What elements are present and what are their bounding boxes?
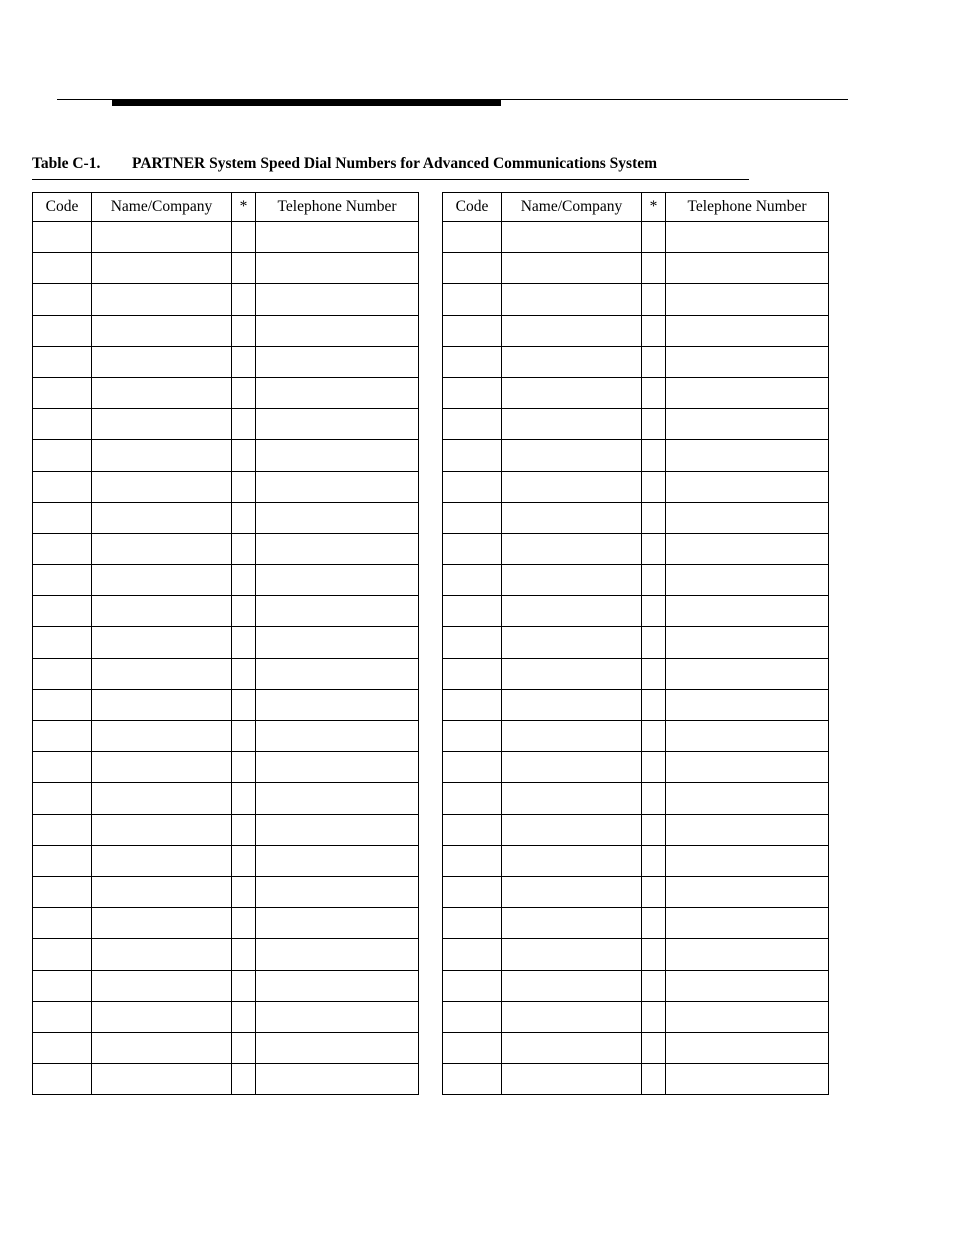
code-cell — [443, 440, 502, 471]
code-cell — [443, 222, 502, 253]
telephone-number-cell — [256, 222, 419, 253]
name-company-cell — [502, 471, 642, 502]
name-company-cell — [92, 783, 232, 814]
asterisk-cell — [232, 377, 256, 408]
name-company-cell — [92, 346, 232, 377]
code-cell — [33, 377, 92, 408]
telephone-number-cell — [256, 565, 419, 596]
table-row — [443, 409, 829, 440]
name-company-cell — [502, 253, 642, 284]
telephone-number-cell — [666, 845, 829, 876]
name-company-cell — [502, 409, 642, 440]
name-company-cell — [502, 783, 642, 814]
name-company-cell — [502, 876, 642, 907]
telephone-number-cell — [256, 814, 419, 845]
asterisk-cell — [642, 596, 666, 627]
asterisk-cell — [232, 284, 256, 315]
name-company-cell — [92, 1001, 232, 1032]
column-header-telephone-number: Telephone Number — [666, 193, 829, 222]
asterisk-cell — [642, 409, 666, 440]
code-cell — [443, 721, 502, 752]
name-company-cell — [502, 970, 642, 1001]
table-caption — [32, 154, 657, 174]
asterisk-cell — [642, 1001, 666, 1032]
telephone-number-cell — [256, 1001, 419, 1032]
table-row — [443, 908, 829, 939]
asterisk-cell — [642, 1064, 666, 1095]
table-row — [443, 721, 829, 752]
name-company-cell — [502, 502, 642, 533]
telephone-number-cell — [666, 752, 829, 783]
code-cell — [443, 471, 502, 502]
asterisk-cell — [232, 471, 256, 502]
code-cell — [443, 533, 502, 564]
column-header-telephone-number: Telephone Number — [256, 193, 419, 222]
asterisk-cell — [642, 689, 666, 720]
asterisk-cell — [642, 440, 666, 471]
code-cell — [33, 752, 92, 783]
name-company-cell — [502, 845, 642, 876]
asterisk-cell — [232, 627, 256, 658]
code-cell — [443, 908, 502, 939]
name-company-cell — [502, 721, 642, 752]
name-company-cell — [92, 689, 232, 720]
table-row — [443, 533, 829, 564]
table-row — [33, 845, 419, 876]
name-company-cell — [502, 908, 642, 939]
table-row — [33, 1064, 419, 1095]
table-row — [33, 721, 419, 752]
telephone-number-cell — [666, 533, 829, 564]
table-row — [33, 253, 419, 284]
name-company-cell — [92, 253, 232, 284]
telephone-number-cell — [666, 721, 829, 752]
table-row — [33, 471, 419, 502]
telephone-number-cell — [256, 471, 419, 502]
asterisk-cell — [642, 377, 666, 408]
telephone-number-cell — [666, 783, 829, 814]
table-row — [443, 471, 829, 502]
table-row — [33, 908, 419, 939]
asterisk-cell — [232, 1032, 256, 1063]
name-company-cell — [92, 1032, 232, 1063]
code-cell — [33, 409, 92, 440]
telephone-number-cell — [666, 346, 829, 377]
name-company-cell — [92, 876, 232, 907]
telephone-number-cell — [256, 876, 419, 907]
code-cell — [443, 377, 502, 408]
asterisk-cell — [642, 876, 666, 907]
name-company-cell — [502, 1032, 642, 1063]
code-cell — [443, 253, 502, 284]
code-cell — [33, 845, 92, 876]
telephone-number-cell — [256, 658, 419, 689]
asterisk-cell — [642, 1032, 666, 1063]
name-company-cell — [92, 939, 232, 970]
code-cell — [443, 783, 502, 814]
table-row — [33, 315, 419, 346]
table-row — [443, 253, 829, 284]
asterisk-cell — [232, 440, 256, 471]
telephone-number-cell — [666, 1064, 829, 1095]
telephone-number-cell — [256, 533, 419, 564]
table-row — [33, 284, 419, 315]
asterisk-cell — [642, 502, 666, 533]
asterisk-cell — [642, 471, 666, 502]
telephone-number-cell — [256, 783, 419, 814]
name-company-cell — [92, 222, 232, 253]
code-cell — [443, 1064, 502, 1095]
code-cell — [443, 315, 502, 346]
asterisk-cell — [642, 346, 666, 377]
table-row — [443, 658, 829, 689]
telephone-number-cell — [666, 409, 829, 440]
telephone-number-cell — [256, 689, 419, 720]
table-row — [443, 845, 829, 876]
table-row — [33, 565, 419, 596]
code-cell — [443, 689, 502, 720]
header-rule-thick — [112, 99, 501, 106]
speed-dial-table-left — [32, 192, 419, 1095]
name-company-cell — [502, 315, 642, 346]
name-company-cell — [502, 627, 642, 658]
code-cell — [33, 565, 92, 596]
name-company-cell — [92, 814, 232, 845]
asterisk-cell — [642, 939, 666, 970]
name-company-cell — [92, 533, 232, 564]
telephone-number-cell — [666, 908, 829, 939]
table-row — [33, 658, 419, 689]
name-company-cell — [92, 721, 232, 752]
asterisk-cell — [232, 939, 256, 970]
name-company-cell — [92, 502, 232, 533]
name-company-cell — [502, 596, 642, 627]
asterisk-cell — [642, 783, 666, 814]
table-row — [443, 315, 829, 346]
name-company-cell — [92, 596, 232, 627]
table-header-row — [443, 193, 829, 222]
code-cell — [33, 1064, 92, 1095]
table-header-row — [33, 193, 419, 222]
table-row — [443, 752, 829, 783]
name-company-cell — [92, 315, 232, 346]
column-header-code: Code — [443, 193, 502, 222]
table-row — [443, 876, 829, 907]
code-cell — [33, 533, 92, 564]
asterisk-cell — [642, 627, 666, 658]
table-row — [443, 627, 829, 658]
telephone-number-cell — [256, 752, 419, 783]
code-cell — [443, 1001, 502, 1032]
name-company-cell — [502, 939, 642, 970]
column-header-code: Code — [33, 193, 92, 222]
column-header-name-company: Name/Company — [92, 193, 232, 222]
telephone-number-cell — [666, 1032, 829, 1063]
code-cell — [33, 284, 92, 315]
code-cell — [443, 596, 502, 627]
table-body-left — [33, 222, 419, 1095]
code-cell — [33, 658, 92, 689]
code-cell — [33, 783, 92, 814]
code-cell — [443, 658, 502, 689]
name-company-cell — [92, 627, 232, 658]
code-cell — [33, 346, 92, 377]
table-row — [33, 533, 419, 564]
name-company-cell — [92, 440, 232, 471]
table-row — [33, 939, 419, 970]
asterisk-cell — [232, 533, 256, 564]
telephone-number-cell — [666, 440, 829, 471]
name-company-cell — [502, 533, 642, 564]
table-row — [443, 1001, 829, 1032]
name-company-cell — [92, 409, 232, 440]
telephone-number-cell — [666, 970, 829, 1001]
telephone-number-cell — [256, 845, 419, 876]
table-row — [33, 689, 419, 720]
asterisk-cell — [232, 1001, 256, 1032]
asterisk-cell — [642, 658, 666, 689]
asterisk-cell — [642, 533, 666, 564]
asterisk-cell — [232, 689, 256, 720]
name-company-cell — [92, 377, 232, 408]
code-cell — [33, 627, 92, 658]
table-row — [443, 689, 829, 720]
table-row — [443, 346, 829, 377]
code-cell — [33, 939, 92, 970]
table-body-right — [443, 222, 829, 1095]
asterisk-cell — [642, 814, 666, 845]
code-cell — [33, 471, 92, 502]
code-cell — [33, 315, 92, 346]
table-row — [443, 970, 829, 1001]
telephone-number-cell — [666, 471, 829, 502]
asterisk-cell — [642, 565, 666, 596]
telephone-number-cell — [256, 596, 419, 627]
telephone-number-cell — [256, 627, 419, 658]
table-row — [33, 409, 419, 440]
asterisk-cell — [642, 721, 666, 752]
asterisk-cell — [232, 1064, 256, 1095]
asterisk-cell — [232, 752, 256, 783]
telephone-number-cell — [256, 253, 419, 284]
code-cell — [443, 845, 502, 876]
table-row — [33, 752, 419, 783]
telephone-number-cell — [666, 377, 829, 408]
telephone-number-cell — [666, 658, 829, 689]
code-cell — [33, 814, 92, 845]
table-row — [443, 939, 829, 970]
table-row — [33, 876, 419, 907]
table-row — [33, 1001, 419, 1032]
telephone-number-cell — [256, 440, 419, 471]
telephone-number-cell — [666, 814, 829, 845]
telephone-number-cell — [666, 627, 829, 658]
telephone-number-cell — [256, 1064, 419, 1095]
telephone-number-cell — [256, 284, 419, 315]
telephone-number-cell — [666, 596, 829, 627]
asterisk-cell — [232, 596, 256, 627]
asterisk-cell — [232, 253, 256, 284]
telephone-number-cell — [256, 721, 419, 752]
asterisk-cell — [232, 346, 256, 377]
asterisk-cell — [232, 814, 256, 845]
asterisk-cell — [232, 565, 256, 596]
code-cell — [33, 1032, 92, 1063]
telephone-number-cell — [666, 502, 829, 533]
table-row — [443, 565, 829, 596]
table-row — [33, 377, 419, 408]
name-company-cell — [502, 284, 642, 315]
code-cell — [33, 502, 92, 533]
asterisk-cell — [232, 783, 256, 814]
speed-dial-table-right — [442, 192, 829, 1095]
telephone-number-cell — [666, 939, 829, 970]
telephone-number-cell — [256, 315, 419, 346]
code-cell — [33, 222, 92, 253]
telephone-number-cell — [256, 939, 419, 970]
code-cell — [443, 502, 502, 533]
code-cell — [33, 1001, 92, 1032]
table-row — [33, 1032, 419, 1063]
code-cell — [33, 970, 92, 1001]
column-header-asterisk: * — [232, 193, 256, 222]
table-row — [443, 377, 829, 408]
table-row — [443, 596, 829, 627]
table-row — [443, 222, 829, 253]
code-cell — [33, 440, 92, 471]
name-company-cell — [92, 845, 232, 876]
asterisk-cell — [642, 222, 666, 253]
telephone-number-cell — [256, 377, 419, 408]
telephone-number-cell — [666, 689, 829, 720]
code-cell — [443, 409, 502, 440]
table-row — [33, 814, 419, 845]
asterisk-cell — [232, 222, 256, 253]
table-row — [33, 783, 419, 814]
telephone-number-cell — [256, 1032, 419, 1063]
table-row — [33, 346, 419, 377]
name-company-cell — [502, 346, 642, 377]
code-cell — [33, 596, 92, 627]
name-company-cell — [92, 1064, 232, 1095]
code-cell — [443, 627, 502, 658]
name-company-cell — [502, 440, 642, 471]
code-cell — [33, 253, 92, 284]
telephone-number-cell — [666, 565, 829, 596]
name-company-cell — [92, 658, 232, 689]
asterisk-cell — [232, 721, 256, 752]
code-cell — [443, 876, 502, 907]
asterisk-cell — [642, 752, 666, 783]
code-cell — [443, 346, 502, 377]
table-row — [443, 284, 829, 315]
code-cell — [443, 1032, 502, 1063]
asterisk-cell — [232, 908, 256, 939]
table-row — [443, 1032, 829, 1063]
table-caption-title: PARTNER System Speed Dial Numbers for Advanced Communications System — [132, 155, 658, 172]
asterisk-cell — [232, 502, 256, 533]
asterisk-cell — [232, 970, 256, 1001]
telephone-number-cell — [256, 409, 419, 440]
name-company-cell — [92, 908, 232, 939]
asterisk-cell — [642, 845, 666, 876]
name-company-cell — [502, 377, 642, 408]
code-cell — [33, 721, 92, 752]
asterisk-cell — [232, 658, 256, 689]
name-company-cell — [502, 222, 642, 253]
name-company-cell — [92, 565, 232, 596]
column-header-name-company: Name/Company — [502, 193, 642, 222]
name-company-cell — [92, 752, 232, 783]
asterisk-cell — [232, 409, 256, 440]
asterisk-cell — [642, 284, 666, 315]
name-company-cell — [502, 565, 642, 596]
code-cell — [33, 908, 92, 939]
table-row — [33, 970, 419, 1001]
name-company-cell — [502, 658, 642, 689]
asterisk-cell — [642, 253, 666, 284]
table-row — [33, 222, 419, 253]
code-cell — [443, 970, 502, 1001]
asterisk-cell — [642, 970, 666, 1001]
name-company-cell — [92, 970, 232, 1001]
table-row — [33, 502, 419, 533]
name-company-cell — [92, 284, 232, 315]
asterisk-cell — [232, 315, 256, 346]
name-company-cell — [502, 1064, 642, 1095]
table-row — [443, 783, 829, 814]
table-row — [443, 440, 829, 471]
asterisk-cell — [642, 908, 666, 939]
telephone-number-cell — [256, 908, 419, 939]
name-company-cell — [502, 1001, 642, 1032]
telephone-number-cell — [256, 346, 419, 377]
asterisk-cell — [232, 845, 256, 876]
telephone-number-cell — [666, 253, 829, 284]
telephone-number-cell — [256, 970, 419, 1001]
code-cell — [443, 814, 502, 845]
code-cell — [443, 752, 502, 783]
name-company-cell — [502, 752, 642, 783]
telephone-number-cell — [666, 876, 829, 907]
asterisk-cell — [642, 315, 666, 346]
table-row — [443, 1064, 829, 1095]
table-row — [443, 814, 829, 845]
telephone-number-cell — [666, 284, 829, 315]
code-cell — [443, 939, 502, 970]
asterisk-cell — [232, 876, 256, 907]
telephone-number-cell — [256, 502, 419, 533]
name-company-cell — [502, 814, 642, 845]
telephone-number-cell — [666, 1001, 829, 1032]
table-row — [33, 440, 419, 471]
table-row — [33, 627, 419, 658]
code-cell — [33, 689, 92, 720]
table-caption-number: Table C-1. — [32, 155, 101, 172]
name-company-cell — [502, 689, 642, 720]
telephone-number-cell — [666, 315, 829, 346]
name-company-cell — [92, 471, 232, 502]
table-row — [443, 502, 829, 533]
caption-rule — [32, 179, 749, 180]
table-row — [33, 596, 419, 627]
telephone-number-cell — [666, 222, 829, 253]
code-cell — [443, 284, 502, 315]
code-cell — [443, 565, 502, 596]
code-cell — [33, 876, 92, 907]
column-header-asterisk: * — [642, 193, 666, 222]
